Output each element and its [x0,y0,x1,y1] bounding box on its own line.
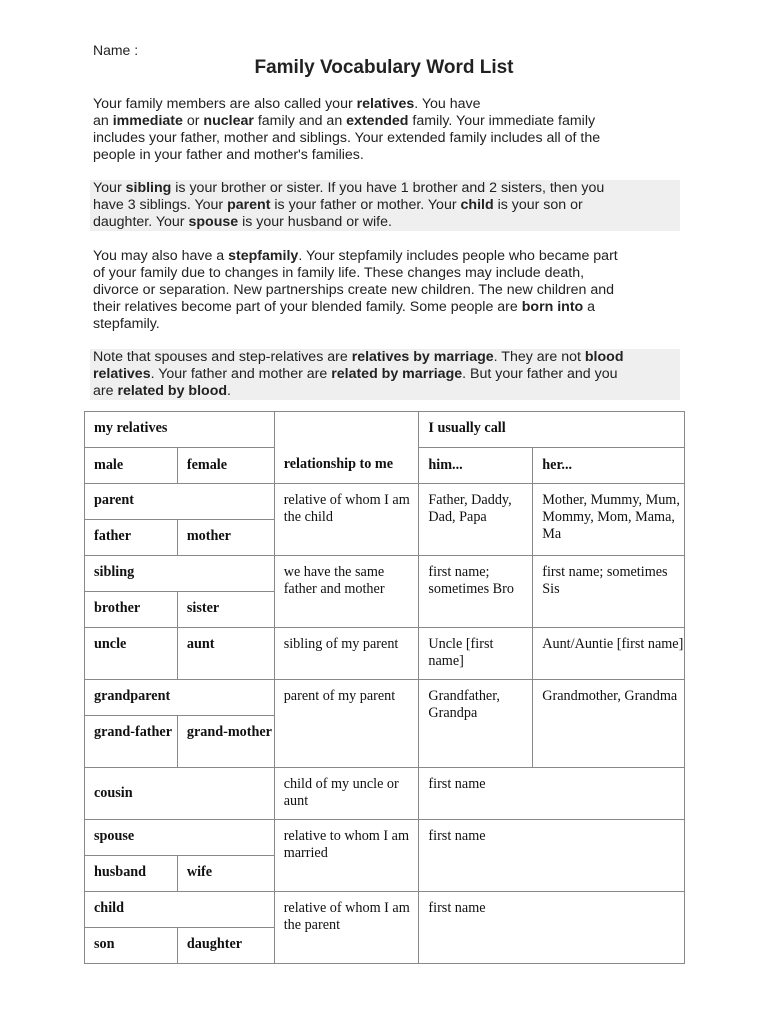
male-term: father [85,520,178,556]
male-term: son [85,928,178,964]
female-term: aunt [177,628,274,680]
intro-paragraph: Your family members are also called your relatives. You have an immediate or nuclear family and an extended family. Your immediate family includes your father, mother and siblings. Your extended family includes all of the people in your father and mother's families. [93,96,601,163]
female-term: mother [177,520,274,556]
call-cell: first name [419,820,685,892]
sibling-paragraph: Your sibling is your brother or sister. If you have 1 brother and 2 sisters, then you have 3 siblings. Your parent is your father or mother. Your child is your son or daughter. Your spouse is your husband or wife. [90,180,680,231]
table-header-row [85,412,685,448]
group-cousin: cousin [85,768,275,820]
relationship-cell: relative of whom I am the parent [274,892,419,964]
bold-term: related by marriage [331,366,463,382]
bold-term: extended [346,113,409,129]
him-cell: Uncle [first name] [419,628,533,680]
male-term: uncle [85,628,178,680]
bold-term: child [460,197,494,213]
him-cell: first name; sometimes Bro [419,556,533,628]
relationship-cell: child of my uncle or aunt [274,768,419,820]
group-child: child [85,892,275,928]
stepfamily-paragraph: You may also have a stepfamily. Your stepfamily includes people who became part of your family due to changes in family life. These changes may include death, divorce or separation. New partnerships create new children. The new children and their relatives become part of your blended family. Some people are born into a stepfamily. [93,248,618,332]
header-male: male [85,448,178,484]
bold-term: related by blood [117,383,228,399]
table-row [85,820,685,856]
group-parent: parent [85,484,275,520]
him-cell: Grandfather, Grandpa [419,680,533,768]
female-term: wife [177,856,274,892]
bold-term: relatives [356,96,415,112]
male-term: husband [85,856,178,892]
her-cell: Mother, Mummy, Mum, Mommy, Mom, Mama, Ma [533,484,685,556]
header-female: female [177,448,274,484]
bold-term: stepfamily [228,248,299,264]
bold-term: relatives by marriage [351,349,494,365]
call-cell: first name [419,892,685,964]
table-row [85,556,685,592]
header-her: her... [533,448,685,484]
bold-term: parent [227,197,271,213]
relationship-cell: relative to whom I am married [274,820,419,892]
relationship-cell: we have the same father and mother [274,556,419,628]
her-cell: Grandmother, Grandma [533,680,685,768]
bold-term: born into [521,299,584,315]
female-term: sister [177,592,274,628]
relationship-cell: parent of my parent [274,680,419,768]
name-label: Name : [93,42,139,58]
female-term: daughter [177,928,274,964]
female-term: grand-mother [177,716,274,768]
group-spouse: spouse [85,820,275,856]
vocabulary-table [84,411,685,964]
header-relationship: relationship to me [274,412,419,484]
bold-term: relatives [93,366,151,382]
header-him: him... [419,448,533,484]
table-row [85,768,685,820]
group-grandparent: grandparent [85,680,275,716]
bold-term: blood [584,349,624,365]
him-cell: Father, Daddy, Dad, Papa [419,484,533,556]
bold-term: immediate [112,113,183,129]
marriage-paragraph: Note that spouses and step-relatives are relatives by marriage. They are not blood relatives. Your father and mother are related by marriage. But your father and you are related by blood. [90,349,680,400]
table-row [85,680,685,716]
male-term: brother [85,592,178,628]
relationship-cell: relative of whom I am the child [274,484,419,556]
table-row [85,628,685,680]
header-my-relatives: my relatives [85,412,275,448]
male-term: grand-father [85,716,178,768]
bold-term: spouse [188,214,239,230]
table-row [85,484,685,520]
relationship-cell: sibling of my parent [274,628,419,680]
bold-term: nuclear [203,113,254,129]
header-i-usually-call: I usually call [419,412,685,448]
call-cell: first name [419,768,685,820]
group-sibling: sibling [85,556,275,592]
bold-term: sibling [125,180,172,196]
page-title: Family Vocabulary Word List [254,57,514,78]
her-cell: first name; sometimes Sis [533,556,685,628]
table-row [85,892,685,928]
her-cell: Aunt/Auntie [first name] [533,628,685,680]
